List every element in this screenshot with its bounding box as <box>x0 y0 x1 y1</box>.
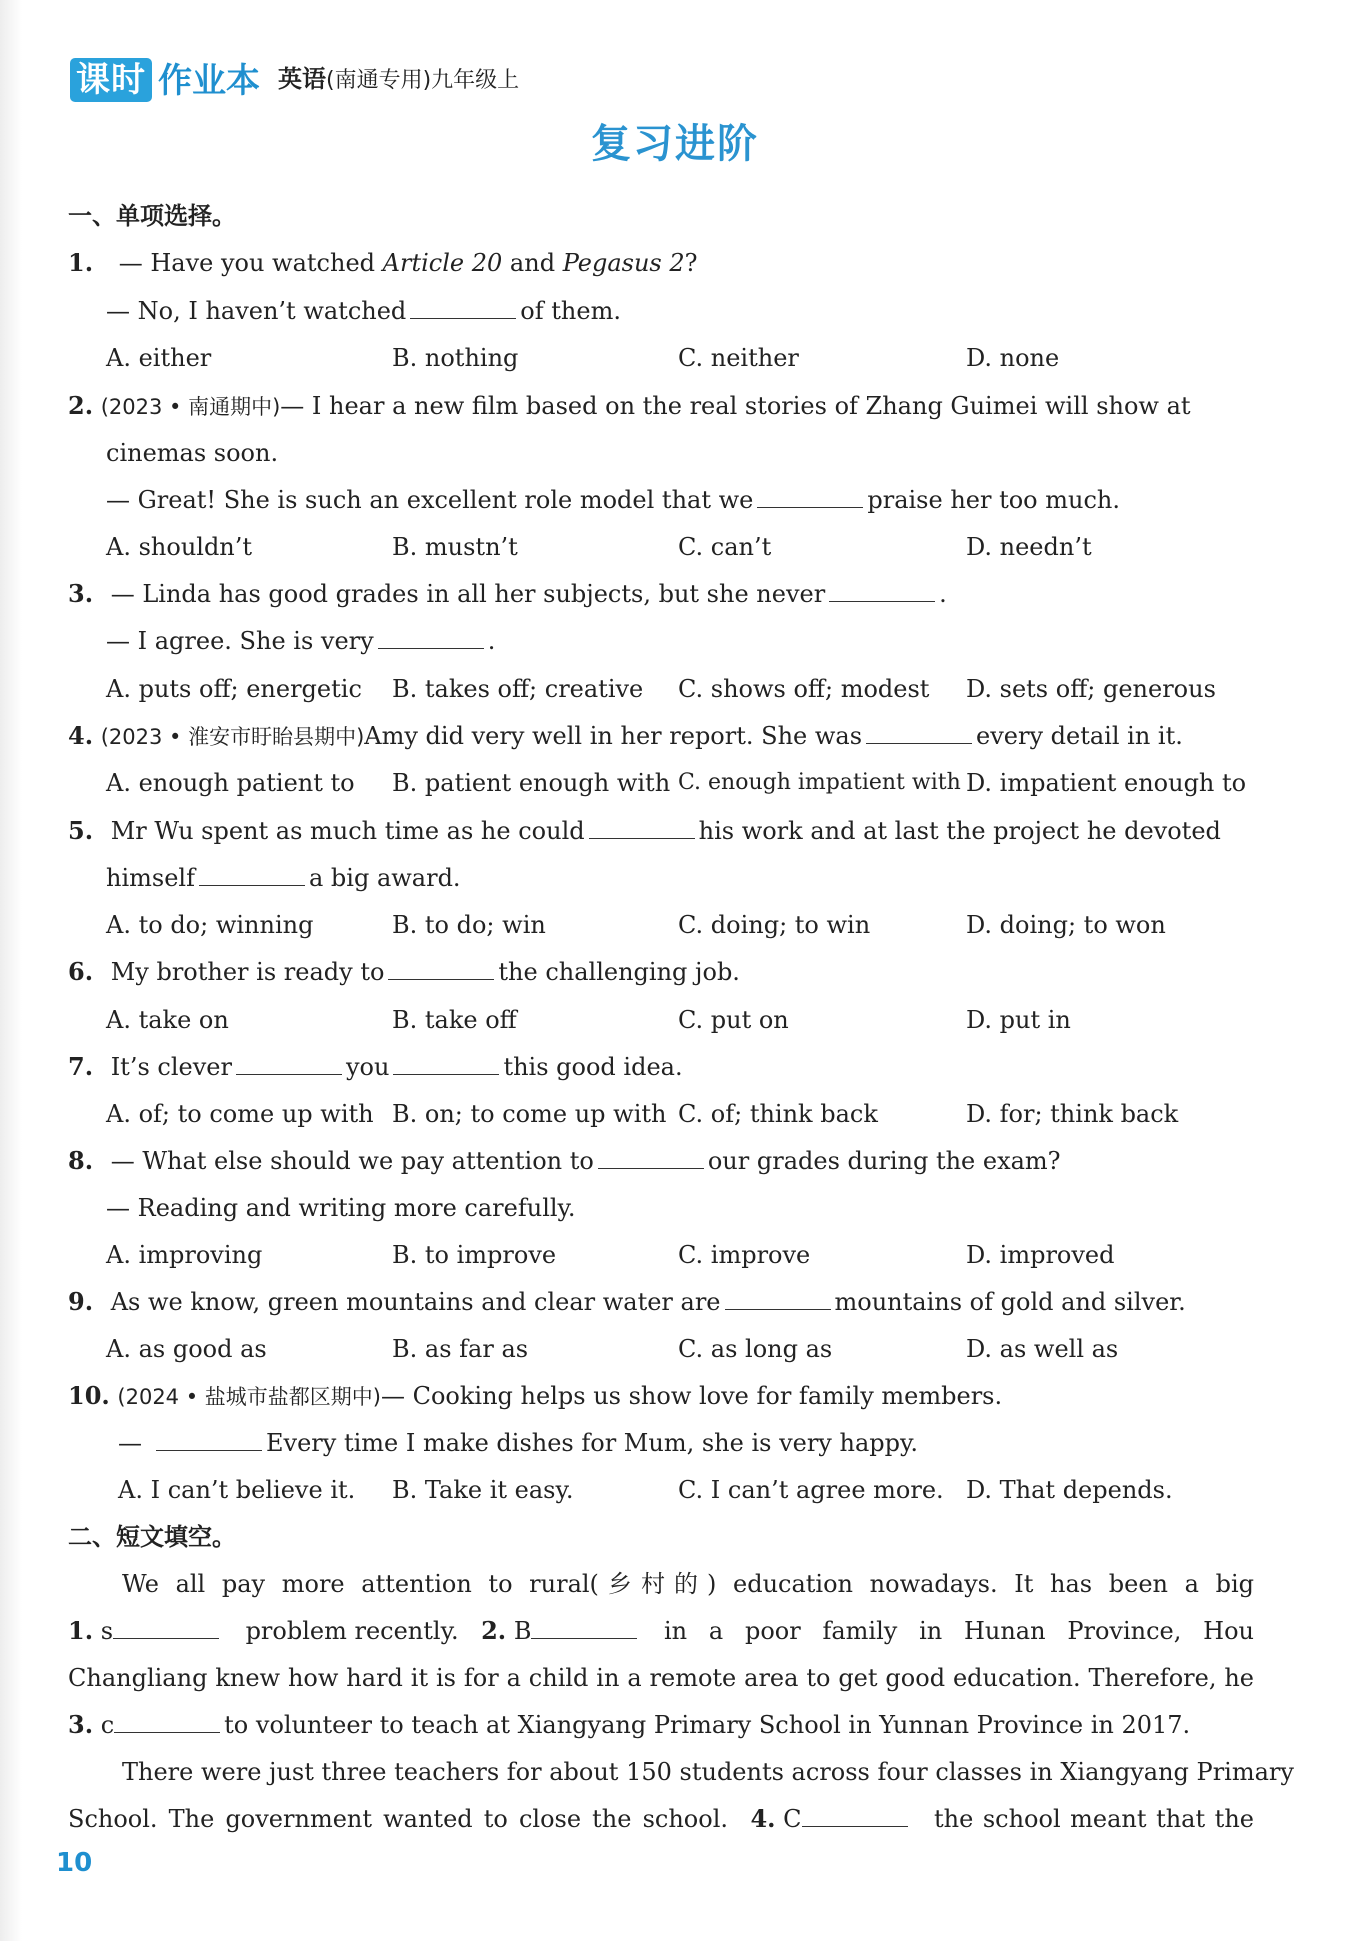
passage-line-6: School. The government wanted to close the school. 4. C the school meant that the <box>68 1804 1254 1833</box>
q7-option-a: A. of; to come up with <box>106 1100 374 1128</box>
passage-line-1: We all pay more attention to rural(乡村的) education nowadays. It has been a big <box>122 1570 1254 1598</box>
q5-option-d: D. doing; to won <box>966 911 1166 939</box>
q6-line1: 6. My brother is ready to the challenging job. <box>68 957 740 986</box>
part1-heading: 一、单项选择。 <box>68 202 236 230</box>
answer-blank[interactable] <box>236 1052 342 1075</box>
q8-option-a: A. improving <box>106 1241 263 1269</box>
q5-option-a: A. to do; winning <box>106 911 314 939</box>
q8-option-d: D. improved <box>966 1241 1115 1269</box>
answer-blank[interactable] <box>156 1428 262 1451</box>
q3-option-b: B. takes off; creative <box>392 675 644 703</box>
answer-blank[interactable] <box>114 1710 220 1733</box>
passage-line-3: Changliang knew how hard it is for a child in a remote area to get good education. Therefore, he <box>68 1664 1254 1692</box>
q4-option-d: D. impatient enough to <box>966 769 1247 797</box>
passage-line-2: 1. s problem recently. 2. B in a poor family in Hunan Province, Hou <box>68 1616 1254 1645</box>
q3-line1: 3. — Linda has good grades in all her subjects, but she never . <box>68 579 947 608</box>
q2-option-b: B. mustn’t <box>392 533 518 561</box>
page-edge <box>0 0 22 1941</box>
logo: 课时 <box>70 58 152 102</box>
q5-option-b: B. to do; win <box>392 911 546 939</box>
answer-blank[interactable] <box>388 957 494 980</box>
book-title: 英语(南通专用)九年级上 <box>278 65 520 93</box>
q3-option-d: D. sets off; generous <box>966 675 1216 703</box>
answer-blank[interactable] <box>598 1146 704 1169</box>
q2-option-a: A. shouldn’t <box>106 533 253 561</box>
q10-option-d: D. That depends. <box>966 1476 1173 1504</box>
q9-option-a: A. as good as <box>106 1335 267 1363</box>
q9-option-b: B. as far as <box>392 1335 529 1363</box>
q1-line1: 1. — Have you watched Article 20 and Pegasus 2? <box>68 248 698 277</box>
passage-line-4: 3. c to volunteer to teach at Xiangyang Primary School in Yunnan Province in 2017. <box>68 1710 1191 1739</box>
q5-option-c: C. doing; to win <box>678 911 871 939</box>
answer-blank[interactable] <box>829 579 935 602</box>
q8-option-c: C. improve <box>678 1241 811 1269</box>
q9-line1: 9. As we know, green mountains and clear water are mountains of gold and silver. <box>68 1287 1186 1316</box>
q3-option-a: A. puts off; energetic <box>106 675 362 703</box>
q7-option-c: C. of; think back <box>678 1100 878 1128</box>
q8-option-b: B. to improve <box>392 1241 557 1269</box>
q3-line2: — I agree. She is very . <box>106 627 496 655</box>
q1-option-b: B. nothing <box>392 344 519 372</box>
q6-option-b: B. take off <box>392 1006 517 1034</box>
q10-option-b: B. Take it easy. <box>392 1476 574 1504</box>
answer-blank[interactable] <box>113 1616 219 1639</box>
q5-line2: himself a big award. <box>106 864 461 892</box>
q7-line1: 7. It’s clever you this good idea. <box>68 1052 683 1081</box>
q10-option-a: A. I can’t believe it. <box>118 1476 356 1504</box>
q8-line2: — Reading and writing more carefully. <box>106 1194 576 1222</box>
page-number: 10 <box>56 1848 93 1878</box>
answer-blank[interactable] <box>866 721 972 744</box>
q4-option-a: A. enough patient to <box>106 769 355 797</box>
q9-option-d: D. as well as <box>966 1335 1119 1363</box>
q10-line1: 10. (2024 • 盐城市盐都区期中)— Cooking helps us show love for family members. <box>68 1381 1003 1410</box>
header <box>70 52 519 102</box>
q2-option-c: C. can’t <box>678 533 772 561</box>
answer-blank[interactable] <box>199 863 305 886</box>
q7-option-b: B. on; to come up with <box>392 1100 667 1128</box>
passage-line-5: There were just three teachers for about 150 students across four classes in Xiangyang Primary <box>122 1758 1294 1786</box>
answer-blank[interactable] <box>725 1287 831 1310</box>
q2-option-d: D. needn’t <box>966 533 1092 561</box>
q1-option-d: D. none <box>966 344 1060 372</box>
q4-option-b: B. patient enough with <box>392 769 671 797</box>
answer-blank[interactable] <box>393 1052 499 1075</box>
q9-option-c: C. as long as <box>678 1335 833 1363</box>
logo-text: 作业本 <box>158 61 260 101</box>
answer-blank[interactable] <box>378 626 484 649</box>
answer-blank[interactable] <box>802 1804 908 1827</box>
q1-option-c: C. neither <box>678 344 799 372</box>
answer-blank[interactable] <box>589 816 695 839</box>
q6-option-c: C. put on <box>678 1006 789 1034</box>
q6-option-d: D. put in <box>966 1006 1071 1034</box>
q2-line1: 2. (2023 • 南通期中)— I hear a new film based on the real stories of Zhang Guimei will show at <box>68 391 1191 420</box>
q10-option-c: C. I can’t agree more. <box>678 1476 944 1504</box>
q2-line2: cinemas soon. <box>106 439 279 467</box>
answer-blank[interactable] <box>757 485 863 508</box>
q1-option-a: A. either <box>106 344 212 372</box>
q5-line1: 5. Mr Wu spent as much time as he could his work and at last the project he devoted <box>68 816 1221 845</box>
section-title: 复习进阶 <box>591 121 759 167</box>
q7-option-d: D. for; think back <box>966 1100 1179 1128</box>
part2-heading: 二、短文填空。 <box>68 1523 236 1551</box>
q4-option-c: C. enough impatient with <box>678 770 961 795</box>
answer-blank[interactable] <box>531 1616 637 1639</box>
q8-line1: 8. — What else should we pay attention to our grades during the exam? <box>68 1146 1061 1175</box>
q10-line2: — Every time I make dishes for Mum, she is very happy. <box>118 1429 918 1457</box>
q3-option-c: C. shows off; modest <box>678 675 930 703</box>
q6-option-a: A. take on <box>106 1006 229 1034</box>
answer-blank[interactable] <box>410 296 516 319</box>
q2-line3: — Great! She is such an excellent role model that we praise her too much. <box>106 486 1121 514</box>
q4-line1: 4. (2023 • 淮安市盱眙县期中)Amy did very well in her report. She was every detail in it. <box>68 721 1183 750</box>
q1-line2: — No, I haven’t watched of them. <box>106 297 621 325</box>
